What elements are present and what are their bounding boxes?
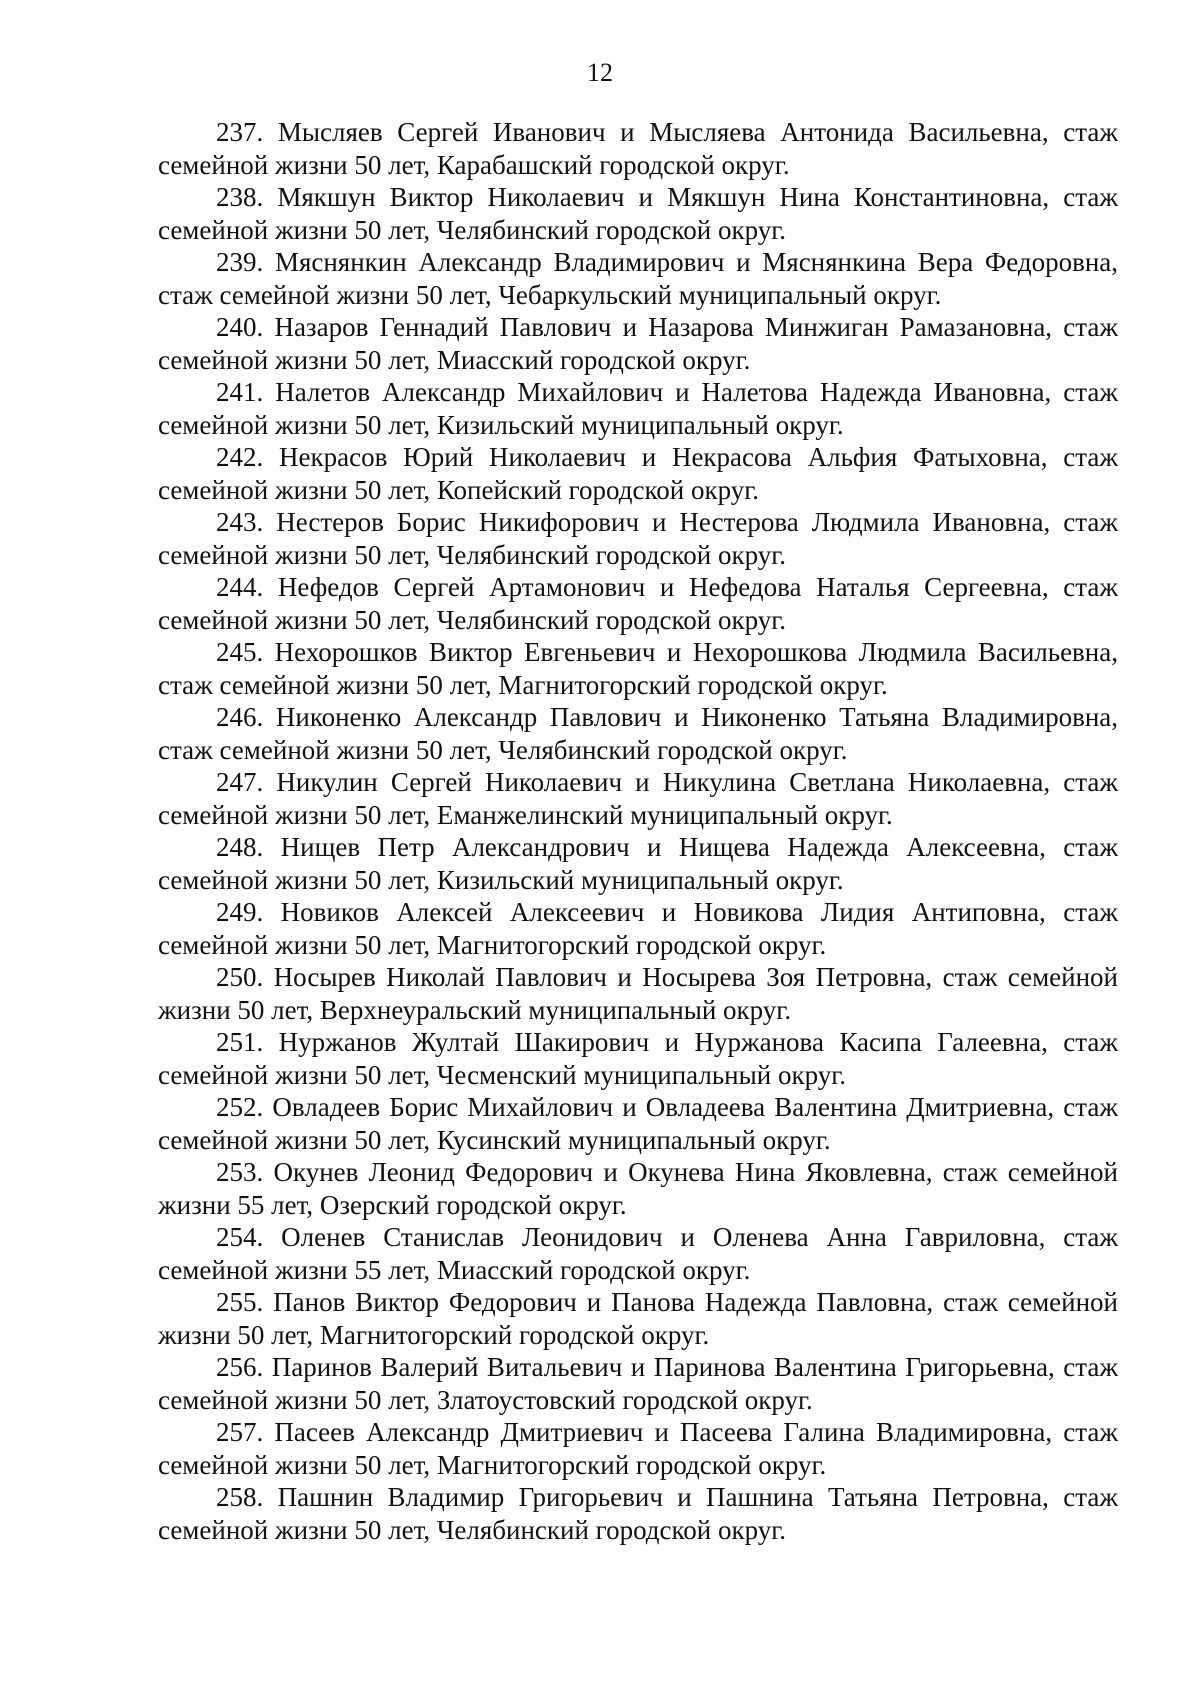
list-item: 245. Нехорошков Виктор Евгеньевич и Нехорошкова Людмила Васильевна, стаж семейной жизни 50 лет, Магнитогорский городской округ. xyxy=(158,637,1118,700)
list-item: 258. Пашнин Владимир Григорьевич и Пашнина Татьяна Петровна, стаж семейной жизни 50 лет, Челябинский городской округ. xyxy=(158,1482,1118,1545)
list-item: 255. Панов Виктор Федорович и Панова Надежда Павловна, стаж семейной жизни 50 лет, Магнитогорский городской округ. xyxy=(158,1287,1118,1350)
list-item: 256. Паринов Валерий Витальевич и Паринова Валентина Григорьевна, стаж семейной жизни 50 лет, Златоустовский городской округ. xyxy=(158,1352,1118,1415)
list-item: 257. Пасеев Александр Дмитриевич и Пасеева Галина Владимировна, стаж семейной жизни 50 лет, Магнитогорский городской округ. xyxy=(158,1417,1118,1480)
list-item: 244. Нефедов Сергей Артамонович и Нефедова Наталья Сергеевна, стаж семейной жизни 50 лет, Челябинский городской округ. xyxy=(158,572,1118,635)
list-item: 242. Некрасов Юрий Николаевич и Некрасова Альфия Фатыховна, стаж семейной жизни 50 лет, Копейский городской округ. xyxy=(158,442,1118,505)
list-item: 247. Никулин Сергей Николаевич и Никулина Светлана Николаевна, стаж семейной жизни 50 лет, Еманжелинский муниципальный округ. xyxy=(158,767,1118,830)
list-item: 251. Нуржанов Жултай Шакирович и Нуржанова Касипа Галеевна, стаж семейной жизни 50 лет, Чесменский муниципальный округ. xyxy=(158,1027,1118,1090)
list-item: 241. Налетов Александр Михайлович и Налетова Надежда Ивановна, стаж семейной жизни 50 лет, Кизильский муниципальный округ. xyxy=(158,377,1118,440)
list-item: 239. Мяснянкин Александр Владимирович и Мяснянкина Вера Федоровна, стаж семейной жизни 50 лет, Чебаркульский муниципальный округ. xyxy=(158,247,1118,310)
list-item: 240. Назаров Геннадий Павлович и Назарова Минжиган Рамазановна, стаж семейной жизни 50 лет, Миасский городской округ. xyxy=(158,312,1118,375)
list-item: 254. Оленев Станислав Леонидович и Оленева Анна Гавриловна, стаж семейной жизни 55 лет, Миасский городской округ. xyxy=(158,1222,1118,1285)
list-item: 253. Окунев Леонид Федорович и Окунева Нина Яковлевна, стаж семейной жизни 55 лет, Озерский городской округ. xyxy=(158,1157,1118,1220)
page-number: 12 xyxy=(587,58,613,87)
list-item: 249. Новиков Алексей Алексеевич и Новикова Лидия Антиповна, стаж семейной жизни 50 лет, Магнитогорский городской округ. xyxy=(158,897,1118,960)
list-item: 238. Мякшун Виктор Николаевич и Мякшун Нина Константиновна, стаж семейной жизни 50 лет, Челябинский городской округ. xyxy=(158,182,1118,245)
list-item: 237. Мысляев Сергей Иванович и Мысляева Антонида Васильевна, стаж семейной жизни 50 лет, Карабашский городской округ. xyxy=(158,117,1118,180)
list-item: 252. Овладеев Борис Михайлович и Овладеева Валентина Дмитриевна, стаж семейной жизни 50 лет, Кусинский муниципальный округ. xyxy=(158,1092,1118,1155)
list-item: 246. Никоненко Александр Павлович и Никоненко Татьяна Владимировна, стаж семейной жизни 50 лет, Челябинский городской округ. xyxy=(158,702,1118,765)
list-item: 248. Нищев Петр Александрович и Нищева Надежда Алексеевна, стаж семейной жизни 50 лет, Кизильский муниципальный округ. xyxy=(158,832,1118,895)
list-item: 250. Носырев Николай Павлович и Носырева Зоя Петровна, стаж семейной жизни 50 лет, Верхнеуральский муниципальный округ. xyxy=(158,962,1118,1025)
entry-list xyxy=(158,116,1118,1546)
list-item: 243. Нестеров Борис Никифорович и Нестерова Людмила Ивановна, стаж семейной жизни 50 лет, Челябинский городской округ. xyxy=(158,507,1118,570)
